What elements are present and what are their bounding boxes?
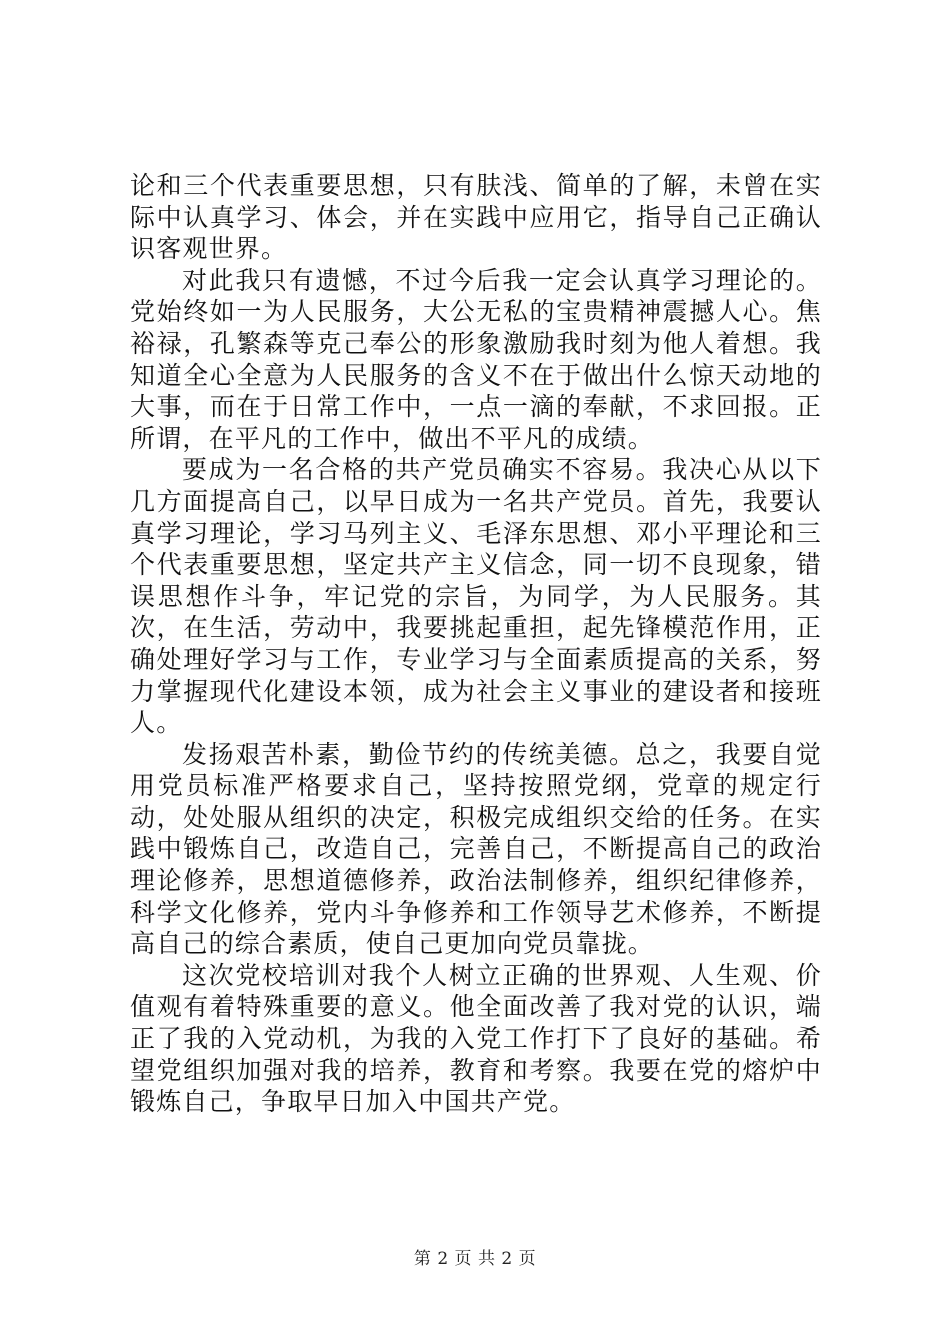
paragraph-3: 要成为一名合格的共产党员确实不容易。我决心从以下几方面提高自己，以早日成为一名共产党员。首先，我要认真学习理论，学习马列主义、毛泽东思想、邓小平理论和三个代表重要思想，坚定共产主义信念，同一切不良现象，错误思想作斗争，牢记党的宗旨，为同学，为人民服务。其次，在生活，劳动中，我要挑起重担，起先锋模范作用，正确处理好学习与工作，专业学习与全面素质提高的关系，努力掌握现代化建设本领，成为社会主义事业的建设者和接班人。 xyxy=(130,455,822,738)
paragraph-4: 发扬艰苦朴素，勤俭节约的传统美德。总之，我要自觉用党员标准严格要求自己，坚持按照党纲，党章的规定行动，处处服从组织的决定，积极完成组织交给的任务。在实践中锻炼自己，改造自己，完善自己，不断提高自己的政治理论修养，思想道德修养，政治法制修养，组织纪律修养，科学文化修养，党内斗争修养和工作领导艺术修养，不断提高自己的综合素质，使自己更加向党员靠拢。 xyxy=(130,739,822,959)
paragraph-5: 这次党校培训对我个人树立正确的世界观、人生观、价值观有着特殊重要的意义。他全面改善了我对党的认识，端正了我的入党动机，为我的入党工作打下了良好的基础。希望党组织加强对我的培养，教育和考察。我要在党的熔炉中锻炼自己，争取早日加入中国共产党。 xyxy=(130,960,822,1117)
document-body xyxy=(130,170,822,1118)
paragraph-1: 论和三个代表重要思想，只有肤浅、简单的了解，未曾在实际中认真学习、体会，并在实践中应用它，指导自己正确认识客观世界。 xyxy=(130,171,822,264)
paragraph-2: 对此我只有遗憾，不过今后我一定会认真学习理论的。党始终如一为人民服务，大公无私的宝贵精神震撼人心。焦裕禄，孔繁森等克己奉公的形象激励我时刻为他人着想。我知道全心全意为人民服务的含义不在于做出什么惊天动地的大事，而在于日常工作中，一点一滴的奉献，不求回报。正所谓，在平凡的工作中，做出不平凡的成绩。 xyxy=(130,265,822,453)
page-number-footer: 第 2 页 共 2 页 xyxy=(413,1249,537,1269)
